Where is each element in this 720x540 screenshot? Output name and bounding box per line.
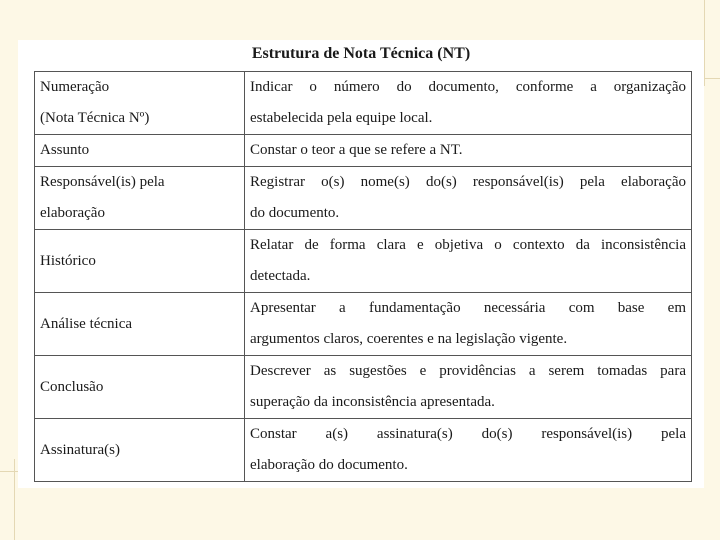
description-line: estabelecida pela equipe local. — [250, 110, 433, 126]
label-line: Conclusão — [40, 378, 104, 395]
table-row — [35, 72, 692, 135]
row-description — [245, 135, 692, 167]
label-line: (Nota Técnica Nº) — [40, 110, 150, 126]
description-line: Indicar o número do documento, conforme a organização — [250, 79, 686, 95]
label-line: Numeração — [40, 79, 110, 95]
description-line: superação da inconsistência apresentada. — [250, 394, 495, 410]
label-line: Assunto — [40, 142, 90, 158]
slide-content-panel — [18, 40, 704, 488]
description-line: Constar a(s) assinatura(s) do(s) responsável(is) pela — [250, 426, 686, 442]
description-line: argumentos claros, coerentes e na legislação vigente. — [250, 331, 568, 347]
table-row — [35, 135, 692, 167]
document-title: Estrutura de Nota Técnica (NT) — [251, 45, 471, 62]
table-row — [35, 230, 692, 293]
label-line: elaboração — [40, 205, 105, 221]
row-label — [35, 230, 245, 293]
label-line: Histórico — [40, 252, 96, 269]
description-line: elaboração do documento. — [250, 457, 408, 473]
row-description — [245, 293, 692, 356]
row-description — [245, 419, 692, 482]
description-line: detectada. — [250, 268, 311, 284]
row-label — [35, 72, 245, 135]
row-label — [35, 419, 245, 482]
table-row — [35, 167, 692, 230]
row-label — [35, 167, 245, 230]
row-description — [245, 72, 692, 135]
description-line: Constar o teor a que se refere a NT. — [250, 142, 463, 158]
description-line: Registrar o(s) nome(s) do(s) responsável(is) pela elaboração — [250, 174, 686, 190]
row-description — [245, 230, 692, 293]
table-row — [35, 419, 692, 482]
table-row — [35, 356, 692, 419]
table-row — [35, 293, 692, 356]
row-description — [245, 356, 692, 419]
description-line: do documento. — [250, 205, 340, 221]
label-line: Análise técnica — [40, 315, 133, 332]
row-description — [245, 167, 692, 230]
row-label — [35, 356, 245, 419]
description-line: Relatar de forma clara e objetiva o contexto da inconsistência — [250, 237, 686, 253]
row-label — [35, 293, 245, 356]
description-line: Descrever as sugestões e providências a serem tomadas para — [250, 363, 686, 379]
label-line: Responsável(is) pela — [40, 174, 165, 190]
description-line: Apresentar a fundamentação necessária com base em — [250, 300, 686, 316]
nt-structure-table — [34, 71, 692, 482]
label-line: Assinatura(s) — [40, 441, 120, 458]
row-label — [35, 135, 245, 167]
